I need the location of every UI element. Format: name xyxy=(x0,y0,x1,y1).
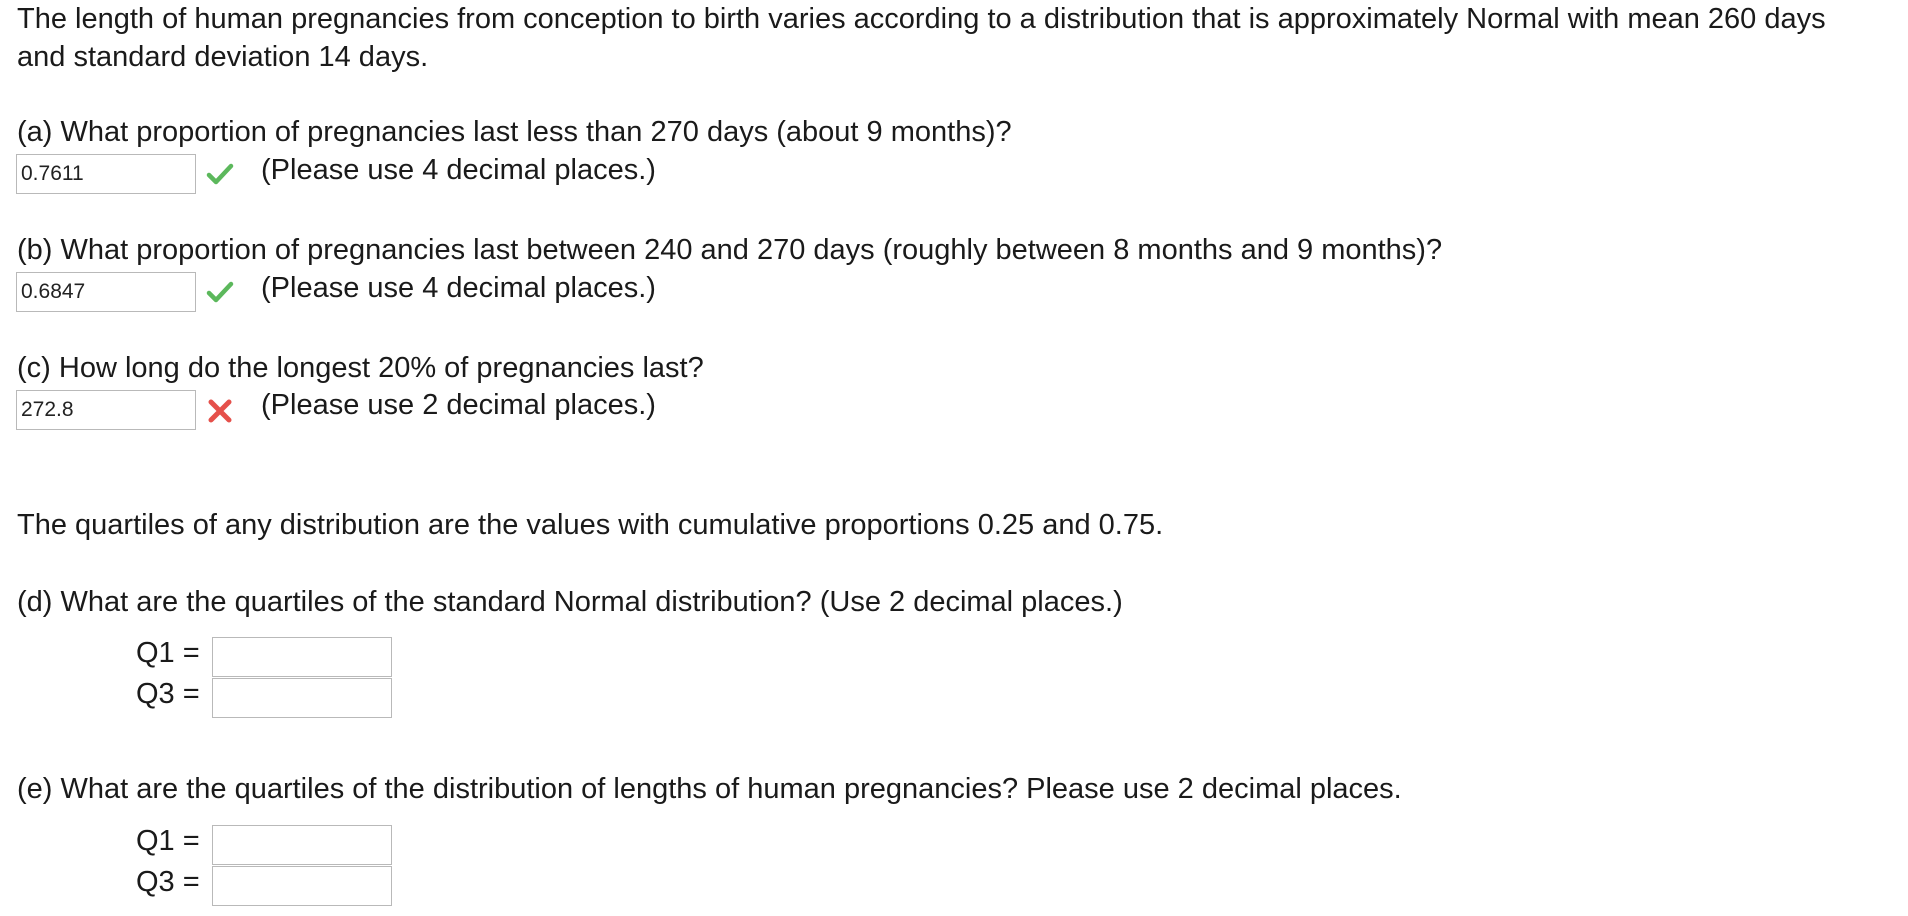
quartiles-note: The quartiles of any distribution are the values with cumulative proportions 0.25 and 0.75. xyxy=(17,509,1164,541)
part-b-hint: (Please use 4 decimal places.) xyxy=(261,272,656,304)
part-e-q3-input[interactable] xyxy=(212,866,392,906)
part-d-question: (d) What are the quartiles of the standard Normal distribution? (Use 2 decimal places.) xyxy=(17,586,1123,618)
part-a-hint: (Please use 4 decimal places.) xyxy=(261,154,656,186)
part-e-q1-input[interactable] xyxy=(212,825,392,865)
part-b-question: (b) What proportion of pregnancies last between 240 and 270 days (roughly between 8 months and 9 months)? xyxy=(17,234,1443,266)
checkmark-icon xyxy=(206,160,234,188)
part-d-q3-label: Q3 = xyxy=(136,678,200,710)
part-c-answer-input[interactable] xyxy=(16,390,196,430)
part-d-q1-label: Q1 = xyxy=(136,637,200,669)
part-d-q3-input[interactable] xyxy=(212,678,392,718)
part-a-answer-input[interactable] xyxy=(16,154,196,194)
intro-line-2: and standard deviation 14 days. xyxy=(17,41,429,73)
part-c-question: (c) How long do the longest 20% of pregnancies last? xyxy=(17,352,704,384)
cross-icon xyxy=(206,397,234,425)
checkmark-icon xyxy=(206,278,234,306)
intro-line-1: The length of human pregnancies from conception to birth varies according to a distribution that is approximately Normal with mean 260 days xyxy=(17,3,1826,35)
part-e-q1-label: Q1 = xyxy=(136,825,200,857)
part-a-question: (a) What proportion of pregnancies last less than 270 days (about 9 months)? xyxy=(17,116,1012,148)
part-c-hint: (Please use 2 decimal places.) xyxy=(261,389,656,421)
part-e-q3-label: Q3 = xyxy=(136,866,200,898)
part-b-answer-input[interactable] xyxy=(16,272,196,312)
part-d-q1-input[interactable] xyxy=(212,637,392,677)
part-e-question: (e) What are the quartiles of the distribution of lengths of human pregnancies? Please use 2 decimal places. xyxy=(17,773,1402,805)
